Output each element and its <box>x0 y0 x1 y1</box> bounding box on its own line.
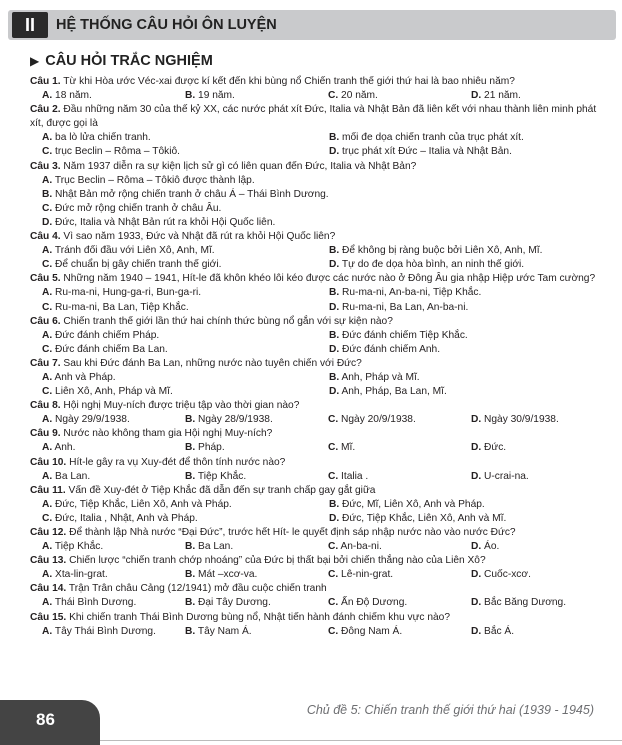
answer-option <box>173 470 316 484</box>
option-text: Tiệp Khắc. <box>54 541 104 553</box>
answer-option <box>173 540 316 554</box>
option-text: Ru-ma-ni, Hung-ga-ri, Bun-ga-ri. <box>55 287 202 299</box>
section-number: II <box>12 12 48 38</box>
question-stem <box>30 611 605 625</box>
option-text: Bắc Á. <box>484 625 515 637</box>
option-text: Tự do đe dọa hòa bình, an ninh thế giới. <box>341 259 525 271</box>
question-label: Câu 2. <box>30 104 61 116</box>
question-text: Trận Trân châu Cảng (12/1941) mở đầu cuộc chiến tranh <box>68 583 327 595</box>
option-row <box>30 413 605 427</box>
chapter-title: Chủ đề 5: Chiến tranh thế giới thứ hai (1939 - 1945) <box>306 703 594 717</box>
option-letter: D. <box>329 386 340 398</box>
answer-option <box>317 329 604 343</box>
question-stem <box>30 554 605 568</box>
option-letter: A. <box>42 414 53 426</box>
option-letter: C. <box>328 597 339 609</box>
answer-option <box>30 625 173 639</box>
question-text: Sau khi Đức đánh Ba Lan, những nước nào tuyên chiến với Đức? <box>63 357 362 369</box>
question-stem <box>30 75 605 89</box>
question-label: Câu 10. <box>30 456 67 468</box>
option-letter: B. <box>329 371 340 383</box>
option-text: 20 năm. <box>341 90 378 102</box>
question <box>30 399 605 427</box>
question <box>30 456 605 484</box>
question <box>30 103 605 159</box>
option-text: Đức, Tiệp Khắc, Liên Xô, Anh và Mĩ. <box>342 512 507 524</box>
answer-option <box>459 625 602 639</box>
answer-option <box>30 568 173 582</box>
option-row <box>30 625 605 639</box>
option-text: Xta-lin-grat. <box>55 569 108 581</box>
section-header <box>8 10 616 40</box>
question-stem <box>30 315 605 329</box>
option-text: Đại Tây Dương. <box>198 597 271 609</box>
answer-option <box>30 329 317 343</box>
answer-option <box>173 568 316 582</box>
option-row <box>30 470 605 484</box>
answer-option <box>317 371 604 385</box>
question <box>30 315 605 357</box>
option-letter: A. <box>42 597 53 609</box>
option-text: mối đe dọa chiến tranh của trục phát xít. <box>342 132 524 144</box>
answer-option <box>316 596 459 610</box>
question-stem <box>30 160 605 174</box>
answer-option <box>30 413 173 427</box>
subheading <box>30 53 213 69</box>
section-title: HỆ THỐNG CÂU HỎI ÔN LUYỆN <box>56 17 277 33</box>
question <box>30 611 605 639</box>
answer-option <box>173 441 316 455</box>
answer-option <box>317 512 604 526</box>
question-label: Câu 6. <box>30 315 61 327</box>
option-text: Ru-ma-ni, Ba Lan, An-ba-ni. <box>342 301 469 313</box>
answer-option <box>459 540 602 554</box>
option-text: Ru-ma-ni, Ba Lan, Tiệp Khắc. <box>55 301 189 313</box>
answer-option <box>317 145 604 159</box>
option-text: trục Beclin – Rôma – Tôkiô. <box>55 146 180 158</box>
option-letter: A. <box>42 541 53 553</box>
option-letter: D. <box>471 569 482 581</box>
option-letter: C. <box>42 146 53 158</box>
option-letter: C. <box>42 343 53 355</box>
option-letter: B. <box>185 625 196 637</box>
option-text: Thái Bình Dương. <box>54 597 137 609</box>
option-letter: B. <box>329 329 340 341</box>
option-text: 21 năm. <box>484 90 521 102</box>
option-row <box>30 441 605 455</box>
option-letter: B. <box>329 498 340 510</box>
answer-option <box>459 441 602 455</box>
option-text: Đức, Italia , Nhật, Anh và Pháp. <box>55 512 198 524</box>
question-list <box>30 75 605 639</box>
answer-option <box>173 413 316 427</box>
option-letter: D. <box>329 301 340 313</box>
option-letter: A. <box>42 442 53 454</box>
triangle-right-icon: ▶ <box>30 54 40 68</box>
question-stem <box>30 399 605 413</box>
option-text: 19 năm. <box>198 90 235 102</box>
option-letter: D. <box>329 146 340 158</box>
question-stem <box>30 484 605 498</box>
option-text: Anh và Pháp. <box>54 371 116 383</box>
option-row <box>30 371 605 385</box>
option-text: Ba Lan. <box>55 470 91 482</box>
question-label: Câu 4. <box>30 231 61 243</box>
answer-option <box>30 202 605 216</box>
option-text: Đức đánh chiếm Anh. <box>342 343 441 355</box>
question-label: Câu 3. <box>30 160 61 172</box>
option-letter: C. <box>42 512 53 524</box>
option-letter: B. <box>185 90 196 102</box>
option-text: Mát –xcơ-va. <box>198 569 258 581</box>
option-text: Đức, Mĩ, Liên Xô, Anh và Pháp. <box>342 498 485 510</box>
question-stem <box>30 526 605 540</box>
option-letter: D. <box>329 343 340 355</box>
option-letter: C. <box>328 414 339 426</box>
option-letter: B. <box>185 541 196 553</box>
answer-option <box>317 301 604 315</box>
option-letter: C. <box>42 301 53 313</box>
question <box>30 526 605 554</box>
option-letter: D. <box>471 541 482 553</box>
answer-option <box>317 286 604 300</box>
option-text: Lê-nin-grat. <box>341 569 394 581</box>
option-letter: B. <box>185 597 196 609</box>
question-text: Chiến lược “chiến tranh chớp nhoáng” của Đức bị thất bại bởi chiến thắng nào của Liên Xô? <box>69 555 486 567</box>
option-letter: D. <box>42 216 53 228</box>
question-text: Đầu những năm 30 của thế kỷ XX, các nước phát xít Đức, Italia và Nhật Bản đã liên kết với nhau thành liên minh phát xít, được gọi là <box>30 104 597 130</box>
option-letter: C. <box>328 541 339 553</box>
question-label: Câu 14. <box>30 583 67 595</box>
answer-option <box>316 625 459 639</box>
question-stem <box>30 456 605 470</box>
question-label: Câu 13. <box>30 555 67 567</box>
answer-option <box>459 596 602 610</box>
option-text: Bắc Băng Dương. <box>484 597 567 609</box>
option-letter: C. <box>328 90 339 102</box>
option-text: Tây Thái Bình Dương. <box>54 625 156 637</box>
answer-option <box>30 131 317 145</box>
option-letter: A. <box>42 569 53 581</box>
option-text: Ngày 30/9/1938. <box>484 414 559 426</box>
answer-option <box>316 470 459 484</box>
option-letter: D. <box>329 512 340 524</box>
option-row <box>30 216 605 230</box>
option-text: Ru-ma-ni, An-ba-ni, Tiệp Khắc. <box>342 287 482 299</box>
answer-option <box>30 301 317 315</box>
option-text: Ngày 29/9/1938. <box>55 414 130 426</box>
option-letter: D. <box>471 442 482 454</box>
question <box>30 160 605 230</box>
option-text: Ấn Độ Dương. <box>341 597 408 609</box>
footer-rule <box>100 740 622 741</box>
question <box>30 230 605 272</box>
question-stem <box>30 230 605 244</box>
option-text: Đức đánh chiếm Pháp. <box>55 329 160 341</box>
question-text: Năm 1937 diễn ra sự kiện lịch sử gì có liên quan đến Đức, Italia và Nhật Bản? <box>63 160 417 172</box>
option-text: Đức mở rộng chiến tranh ở châu Âu. <box>55 202 222 214</box>
option-text: Đức đánh chiếm Ba Lan. <box>55 343 168 355</box>
option-text: Đức đánh chiếm Tiệp Khắc. <box>342 329 468 341</box>
answer-option <box>30 470 173 484</box>
option-text: Đức, Italia và Nhật Bản rút ra khỏi Hội Quốc liên. <box>55 216 276 228</box>
option-row <box>30 188 605 202</box>
answer-option <box>317 498 604 512</box>
option-row <box>30 498 605 512</box>
question-label: Câu 11. <box>30 484 66 496</box>
question-text: Chiến tranh thế giới lần thứ hai chính thức bùng nổ gắn với sự kiện nào? <box>63 315 393 327</box>
option-row <box>30 89 605 103</box>
answer-option <box>316 568 459 582</box>
option-letter: B. <box>329 287 340 299</box>
option-text: Tiệp Khắc. <box>197 470 247 482</box>
option-letter: D. <box>471 90 482 102</box>
option-row <box>30 202 605 216</box>
answer-option <box>30 258 317 272</box>
option-text: Nhật Bản mở rộng chiến tranh ở châu Á – Thái Bình Dương. <box>55 188 329 200</box>
option-letter: A. <box>42 287 53 299</box>
option-letter: C. <box>42 202 53 214</box>
answer-option <box>173 596 316 610</box>
question-label: Câu 5. <box>30 273 61 285</box>
option-letter: D. <box>471 414 482 426</box>
option-letter: C. <box>328 470 339 482</box>
option-text: Cuốc-xcơ. <box>484 569 531 581</box>
option-row <box>30 329 605 343</box>
option-text: trục phát xít Đức – Italia và Nhật Bản. <box>342 146 512 158</box>
option-letter: A. <box>42 245 53 257</box>
option-text: Đông Nam Á. <box>341 625 403 637</box>
answer-option <box>317 343 604 357</box>
question-label: Câu 8. <box>30 400 61 412</box>
option-text: Anh, Pháp, Ba Lan, Mĩ. <box>341 386 447 398</box>
option-text: Ba Lan. <box>198 541 234 553</box>
answer-option <box>317 244 604 258</box>
option-text: Anh. <box>54 442 76 454</box>
option-text: Italia . <box>341 470 369 482</box>
option-text: Áo. <box>484 541 500 553</box>
option-letter: C. <box>328 625 339 637</box>
answer-option <box>30 343 317 357</box>
answer-option <box>173 625 316 639</box>
answer-option <box>459 89 602 103</box>
answer-option <box>30 145 317 159</box>
option-text: Ngày 28/9/1938. <box>198 414 273 426</box>
option-letter: C. <box>328 569 339 581</box>
option-text: Đức, Tiệp Khắc, Liên Xô, Anh và Pháp. <box>55 498 232 510</box>
option-letter: D. <box>329 259 340 271</box>
question-label: Câu 9. <box>30 428 61 440</box>
option-row <box>30 244 605 258</box>
option-row <box>30 286 605 300</box>
question-text: Hội nghị Muy-ních được triệu tập vào thời gian nào? <box>63 400 300 412</box>
option-letter: C. <box>42 386 53 398</box>
answer-option <box>30 174 605 188</box>
answer-option <box>459 470 602 484</box>
question <box>30 427 605 455</box>
answer-option <box>30 371 317 385</box>
answer-option <box>30 596 173 610</box>
option-letter: B. <box>185 414 196 426</box>
option-letter: A. <box>42 625 53 637</box>
option-row <box>30 301 605 315</box>
option-row <box>30 540 605 554</box>
option-text: Pháp. <box>198 442 225 454</box>
option-letter: B. <box>185 569 196 581</box>
option-text: Mĩ. <box>341 442 356 454</box>
question-text: Hít-le gây ra vụ Xuy-đét để thôn tính nước nào? <box>69 456 286 468</box>
question-text: Từ khi Hòa ước Véc-xai được kí kết đến khi bùng nổ Chiến tranh thế giới thứ hai là bao nhiêu năm? <box>63 76 515 87</box>
option-letter: B. <box>185 442 196 454</box>
option-letter: C. <box>328 442 339 454</box>
option-row <box>30 596 605 610</box>
option-text: Liên Xô, Anh, Pháp và Mĩ. <box>55 386 173 398</box>
answer-option <box>459 413 602 427</box>
option-text: Tây Nam Á. <box>197 625 252 637</box>
question <box>30 272 605 314</box>
option-row <box>30 145 605 159</box>
question <box>30 582 605 610</box>
answer-option <box>316 441 459 455</box>
option-text: Trục Beclin – Rôma – Tôkiô được thành lập. <box>54 174 255 186</box>
question-text: Để thành lập Nhà nước “Đại Đức”, trước hết Hít- le quyết định sáp nhập nước nào vào nước Đức? <box>69 527 516 538</box>
subheading-text: CÂU HỎI TRẮC NGHIỆM <box>45 53 213 69</box>
question-stem <box>30 103 605 131</box>
question <box>30 75 605 103</box>
option-row <box>30 131 605 145</box>
option-text: 18 năm. <box>55 90 92 102</box>
option-letter: D. <box>471 597 482 609</box>
answer-option <box>30 441 173 455</box>
question-text: Những năm 1940 – 1941, Hít-le đã khôn khéo lôi kéo được các nước nào ở Đông Âu gia nhập Hiệp ước Tam cường? <box>63 273 596 285</box>
option-text: Anh, Pháp và Mĩ. <box>341 371 420 383</box>
option-text: Để chuẩn bị gây chiến tranh thế giới. <box>55 259 222 271</box>
option-letter: D. <box>471 470 482 482</box>
answer-option <box>30 512 317 526</box>
question-stem <box>30 582 605 596</box>
question <box>30 554 605 582</box>
option-text: Tránh đối đầu với Liên Xô, Anh, Mĩ. <box>54 245 215 257</box>
option-letter: D. <box>471 625 482 637</box>
option-letter: B. <box>185 470 196 482</box>
option-letter: B. <box>329 245 340 257</box>
option-text: An-ba-ni. <box>340 541 382 553</box>
option-letter: B. <box>42 188 53 200</box>
page-number: 86 <box>36 710 55 729</box>
option-letter: A. <box>42 498 53 510</box>
answer-option <box>316 540 459 554</box>
question <box>30 484 605 526</box>
question-text: Khi chiến tranh Thái Bình Dương bùng nổ, Nhật tiến hành đánh chiếm khu vực nào? <box>69 611 450 623</box>
option-row <box>30 568 605 582</box>
answer-option <box>317 258 604 272</box>
option-letter: A. <box>42 371 53 383</box>
option-text: Để không bị ràng buộc bởi Liên Xô, Anh, Mĩ. <box>342 245 543 257</box>
question-label: Câu 12. <box>30 527 67 538</box>
answer-option <box>30 540 173 554</box>
answer-option <box>173 89 316 103</box>
answer-option <box>30 216 605 230</box>
answer-option <box>30 385 317 399</box>
answer-option <box>30 188 605 202</box>
answer-option <box>459 568 602 582</box>
question-stem <box>30 357 605 371</box>
answer-option <box>30 498 317 512</box>
question-label: Câu 7. <box>30 357 61 369</box>
option-text: Đức. <box>484 442 507 454</box>
option-letter: A. <box>42 174 53 186</box>
option-letter: A. <box>42 90 53 102</box>
option-letter: A. <box>42 329 53 341</box>
option-row <box>30 385 605 399</box>
answer-option <box>317 131 604 145</box>
option-letter: C. <box>42 259 53 271</box>
answer-option <box>30 286 317 300</box>
question-text: Nước nào không tham gia Hội nghị Muy-ních? <box>63 428 273 440</box>
answer-option <box>317 385 604 399</box>
question-label: Câu 15. <box>30 611 67 623</box>
answer-option <box>316 413 459 427</box>
option-row <box>30 174 605 188</box>
answer-option <box>30 89 173 103</box>
question <box>30 357 605 399</box>
option-letter: A. <box>42 132 53 144</box>
question-text: Vấn đề Xuy-đét ở Tiệp Khắc đã dẫn đến sự tranh chấp gay gắt giữa <box>68 484 376 496</box>
option-row <box>30 258 605 272</box>
option-text: U-crai-na. <box>484 470 529 482</box>
option-letter: A. <box>42 470 53 482</box>
answer-option <box>316 89 459 103</box>
question-stem <box>30 427 605 441</box>
question-label: Câu 1. <box>30 76 61 87</box>
option-text: Ngày 20/9/1938. <box>341 414 416 426</box>
option-row <box>30 343 605 357</box>
option-text: ba lò lửa chiến tranh. <box>55 132 151 144</box>
question-text: Vì sao năm 1933, Đức và Nhật đã rút ra khỏi Hội Quốc liên? <box>63 231 336 243</box>
option-row <box>30 512 605 526</box>
option-letter: B. <box>329 132 340 144</box>
question-stem <box>30 272 605 286</box>
answer-option <box>30 244 317 258</box>
